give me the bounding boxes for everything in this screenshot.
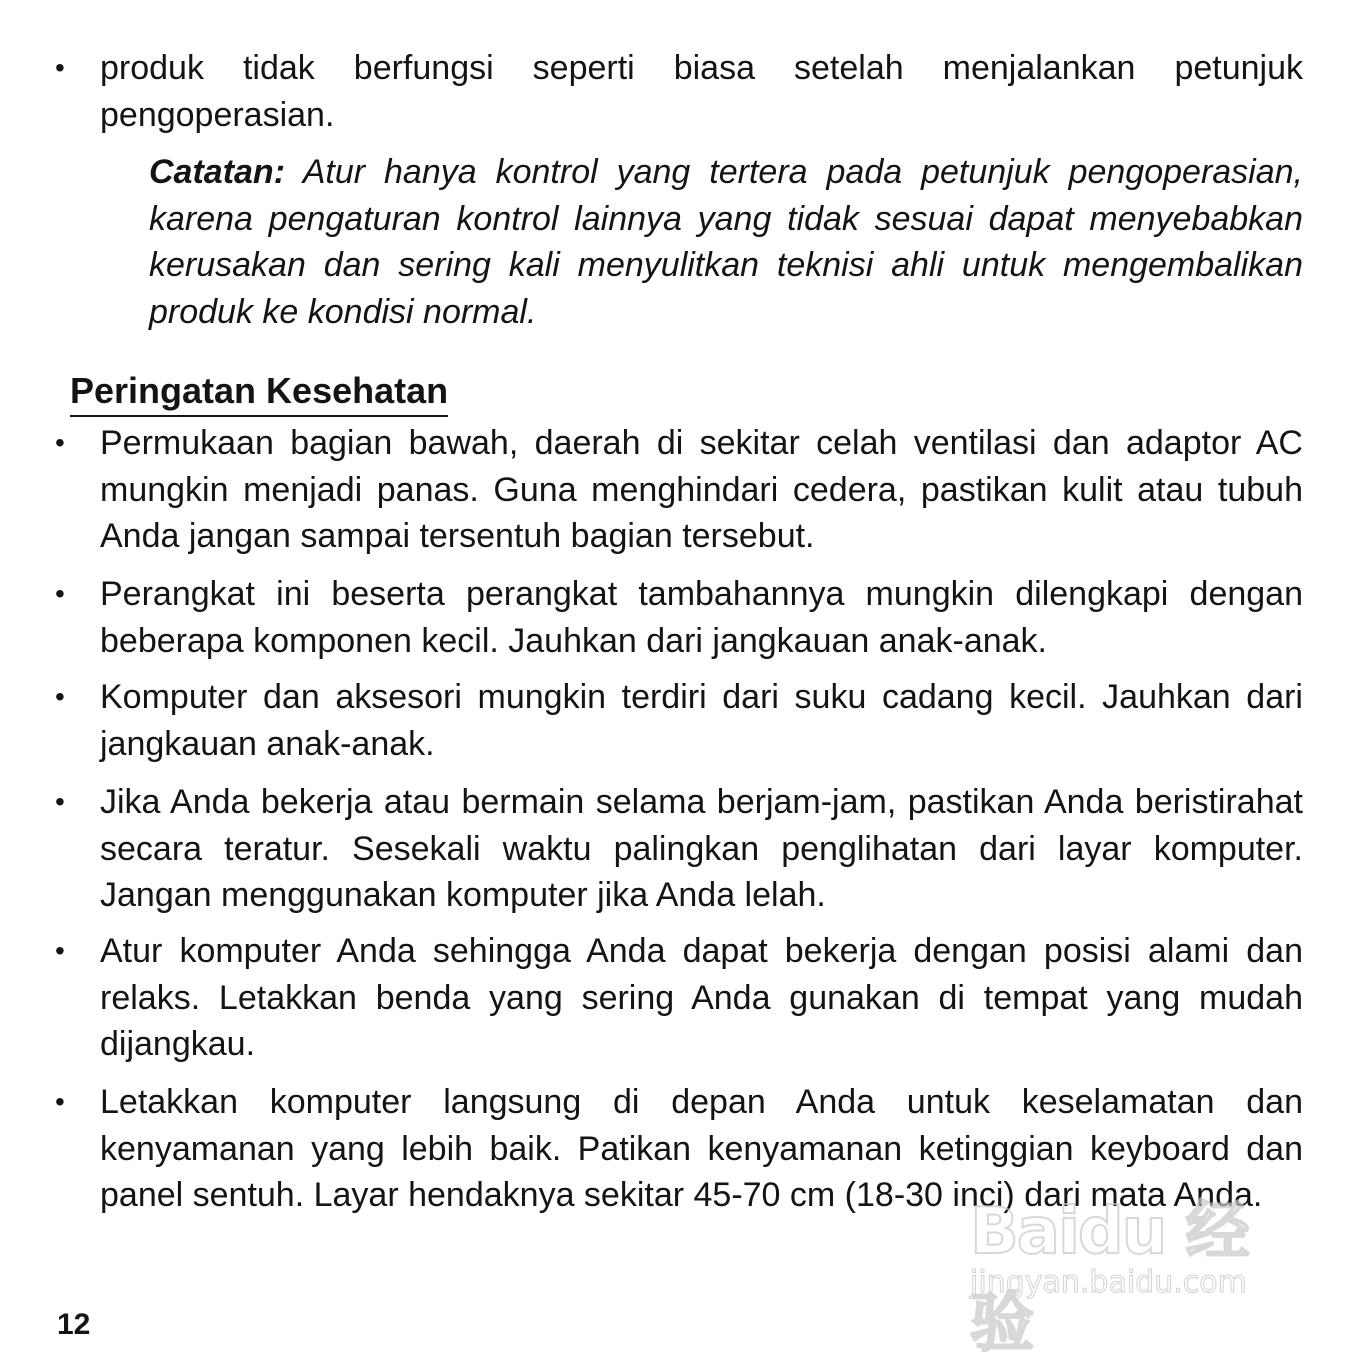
list-item [55, 45, 1303, 138]
bullet-point: • [55, 427, 65, 458]
note-label: Catatan: [149, 153, 286, 191]
page-number: 12 [57, 1308, 91, 1341]
bullet-point: • [55, 786, 65, 817]
bullet-point: • [55, 681, 65, 712]
list-item [55, 779, 1303, 919]
bullet-point: • [55, 935, 65, 966]
list-item [55, 928, 1303, 1068]
list-item-text: Letakkan komputer langsung di depan Anda untuk keselamatan dan kenyamanan yang lebih baik. Patikan kenyamanan ketinggian keyboard dan panel sentuh. Layar hendaknya sekitar 45-70 cm (18-30 inci) dari mata Anda. [100, 1083, 1303, 1214]
note-text: Atur hanya kontrol yang tertera pada petunjuk pengoperasian, karena pengaturan kontrol lainnya yang tidak sesuai dapat menyebabkan kerusakan dan sering kali menyulitkan teknisi ahli untuk mengembalikan produk ke kondisi normal. [149, 153, 1303, 331]
list-item [55, 571, 1303, 664]
bullet-point: • [55, 52, 65, 83]
bullet-point: • [55, 578, 65, 609]
list-item-text: Komputer dan aksesori mungkin terdiri dari suku cadang kecil. Jauhkan dari jangkauan anak-anak. [100, 678, 1303, 763]
bullet-point: • [55, 1086, 65, 1117]
list-item-text: Jika Anda bekerja atau bermain selama berjam-jam, pastikan Anda beristirahat secara teratur. Sesekali waktu palingkan penglihatan dari layar komputer. Jangan menggunakan komputer jika Anda lelah. [100, 783, 1303, 914]
list-item [55, 420, 1303, 560]
list-item-text: Permukaan bagian bawah, daerah di sekitar celah ventilasi dan adaptor AC mungkin menjadi panas. Guna menghindari cedera, pastikan kulit atau tubuh Anda jangan sampai tersentuh bagian tersebut. [100, 424, 1303, 555]
list-item-text: Perangkat ini beserta perangkat tambahannya mungkin dilengkapi dengan beberapa komponen kecil. Jauhkan dari jangkauan anak-anak. [100, 575, 1303, 660]
list-item-text: produk tidak berfungsi seperti biasa setelah menjalankan petunjuk pengoperasian. [100, 49, 1303, 134]
section-heading: Peringatan Kesehatan [70, 368, 448, 417]
watermark-url: jingyan.baidu.com [970, 1265, 1247, 1300]
note-block [149, 149, 1303, 335]
watermark [960, 1160, 1290, 1361]
list-item-text: Atur komputer Anda sehingga Anda dapat bekerja dengan posisi alami dan relaks. Letakkan benda yang sering Anda gunakan di tempat yang mudah dijangkau. [100, 932, 1303, 1063]
watermark-logo: Baidu 经验 [970, 1195, 1248, 1361]
list-item [55, 674, 1303, 767]
